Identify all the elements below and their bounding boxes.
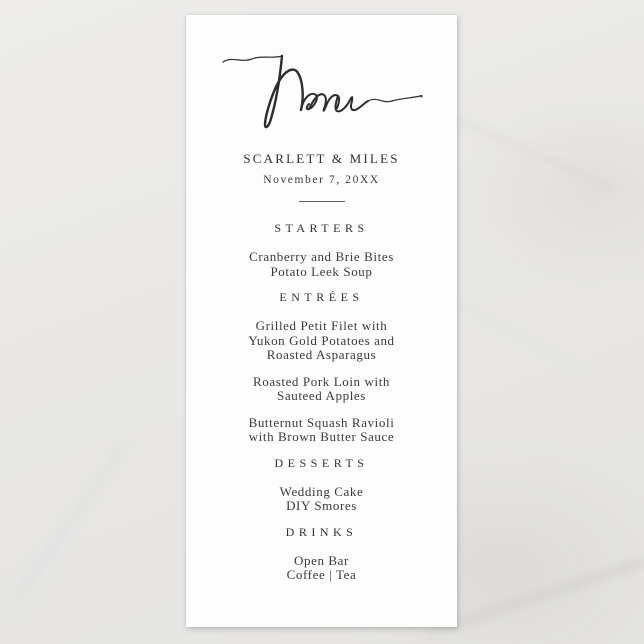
menu-section-3: [286, 525, 358, 583]
dish-line: Potato Leek Soup: [270, 263, 373, 279]
event-date: November 7, 20XX: [263, 174, 380, 186]
section-title: STARTERS: [274, 221, 369, 235]
dish-line: Yukon Gold Potatoes and: [248, 332, 395, 348]
marble-vein: [442, 111, 617, 191]
dish-line: Coffee | Tea: [286, 567, 357, 582]
dish-line: Sauteed Apples: [277, 388, 366, 403]
menu-section-0: [249, 221, 394, 279]
section-title: DESSERTS: [274, 455, 369, 470]
marble-vein: [429, 559, 644, 634]
dish-line: Open Bar: [294, 552, 349, 568]
dish-line: DIY Smores: [286, 498, 357, 513]
dish-group: [248, 375, 394, 404]
marble-vein: [11, 440, 128, 606]
dish-group: [275, 485, 369, 514]
dish-group: [248, 416, 394, 445]
dish-line: Cranberry and Brie Bites: [249, 249, 394, 264]
marble-vein: [442, 295, 575, 367]
menu-sections: [186, 202, 457, 583]
section-title: DRINKS: [285, 524, 358, 539]
dish-group: [249, 250, 394, 279]
dish-line: Roasted Asparagus: [266, 347, 377, 362]
section-title: ENTRÉES: [279, 290, 364, 304]
dish-line: Wedding Cake: [279, 483, 364, 499]
menu-card: [186, 15, 457, 627]
dish-line: Butternut Squash Ravioli: [248, 414, 395, 430]
menu-section-2: [275, 456, 369, 514]
couple-names: SCARLETT & MILES: [243, 151, 400, 166]
dish-line: Roasted Pork Loin with: [252, 373, 391, 389]
menu-script-title: [202, 39, 442, 139]
menu-section-1: [248, 290, 394, 445]
dish-group: [286, 554, 358, 583]
dish-line: with Brown Butter Sauce: [248, 429, 395, 444]
dish-line: Grilled Petit Filet with: [255, 318, 388, 333]
dish-group: [248, 319, 394, 363]
